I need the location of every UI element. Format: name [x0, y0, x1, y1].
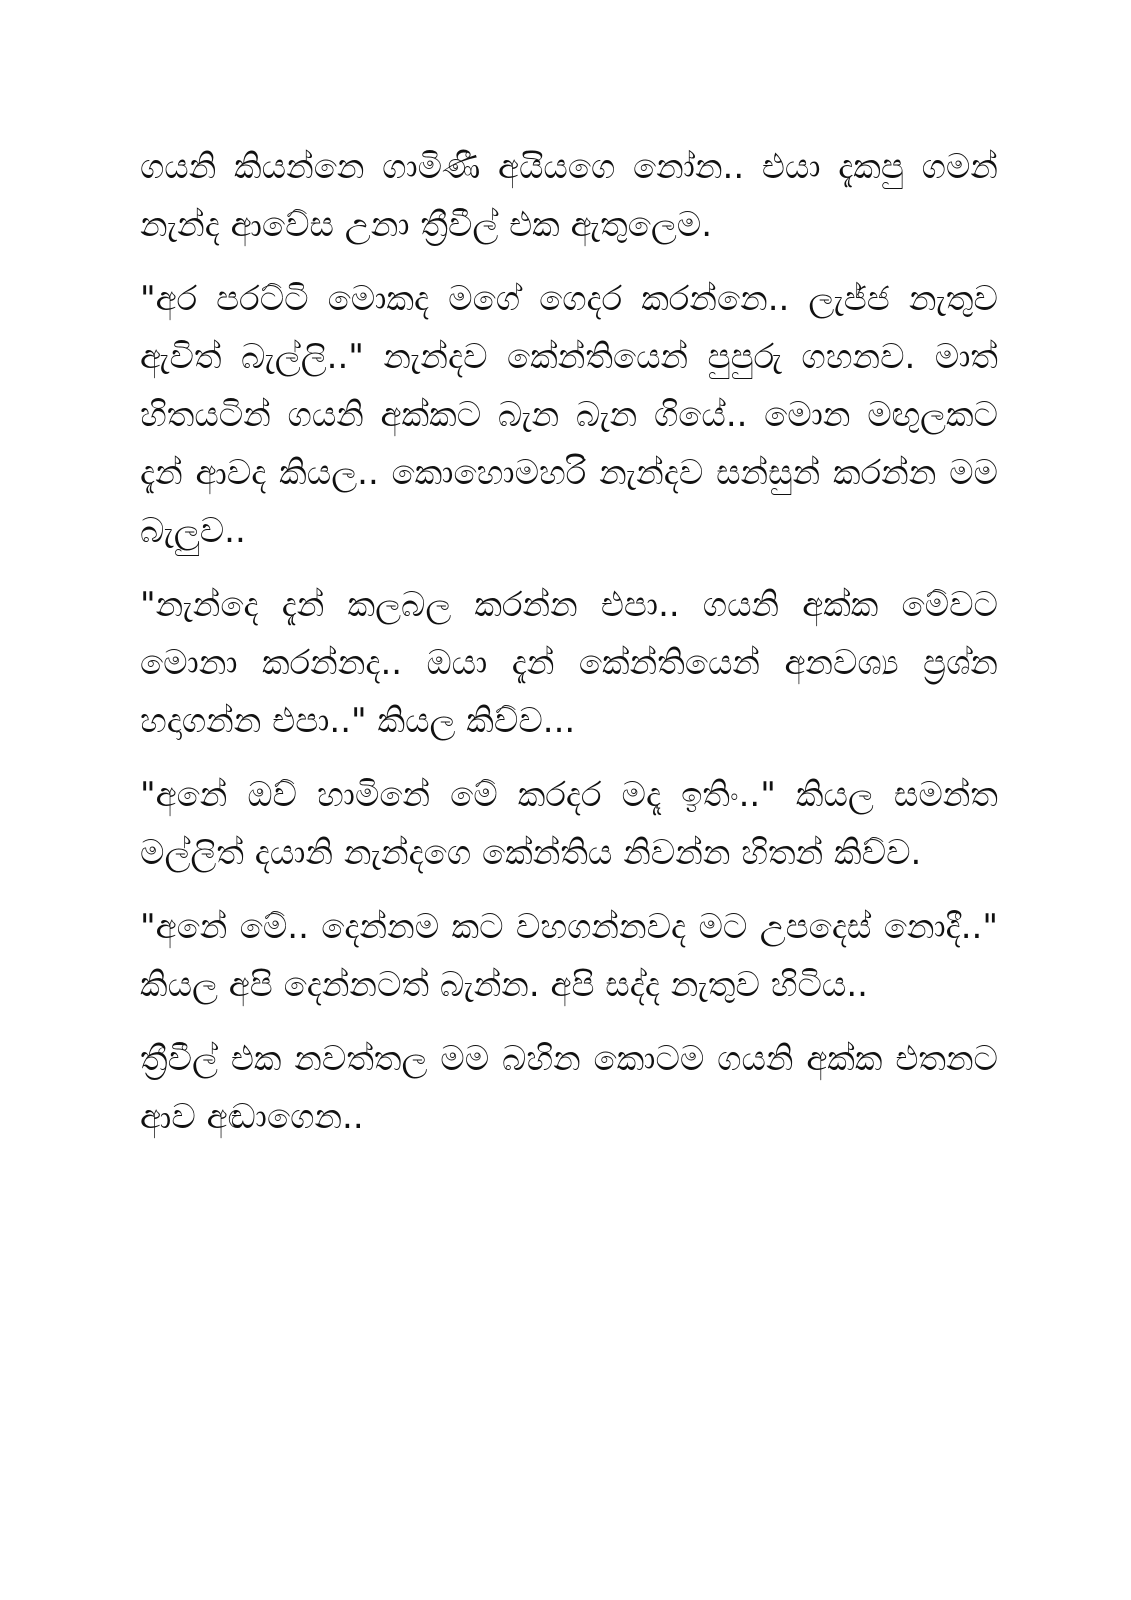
paragraph-4: "අනේ ඔව් හාමිනේ මේ කරදර මදෑ ඉතිං.." කියල සමන්ත මල්ලිත් දයානි නැන්දගෙ කේන්තිය නිවන්න හිතන් කිව්ව.	[140, 775, 998, 873]
paragraph-1: ගයනි කියන්නෙ ගාමිණී අයියගෙ නෝන.. එයා දැකපු ගමන් නැන්ද ආවේස උනා ත්‍රීවීල් එක ඇතුලෙම.	[140, 147, 998, 245]
story-text-column	[140, 138, 998, 1162]
paragraph-2: "අර පරට්ටි මොකද මගේ ගෙදර කරන්නෙ.. ලැජ්ජ නැතුව ඇවිත් බැල්ලි.." නැන්දව කේන්තියෙන් පුපුරු ගහනව. මාත් හිතයටින් ගයනි අක්කට බැන බැන ගියේ.. මොන මඟුලකට දැන් ආවද කියල.. කොහොමහරි නැන්දව සන්සුන් කරන්න මම බැලුව..	[140, 279, 998, 551]
paragraph-6: ත්‍රීවීල් එක නවත්තල මම බහින කොටම ගයනි අක්ක එතනට ආව අඬාගෙන..	[140, 1039, 998, 1137]
paragraph-3: "නැන්දෙ දැන් කලබල කරන්න එපා.. ගයනි අක්ක මේවට මොනා කරන්නද.. ඔයා දැන් කේන්තියෙන් අනවශ්‍ය ප්‍රශ්න හදාගන්න එපා.." කියල කිව්ව...	[140, 585, 998, 741]
paragraph-5: "අනේ මේ.. දෙන්නම කට වහගන්නවද මට උපදෙස් නොදී.." කියල අපි දෙන්නටත් බැන්න. අපි සද්ද නැතුව හිටිය..	[140, 907, 998, 1005]
